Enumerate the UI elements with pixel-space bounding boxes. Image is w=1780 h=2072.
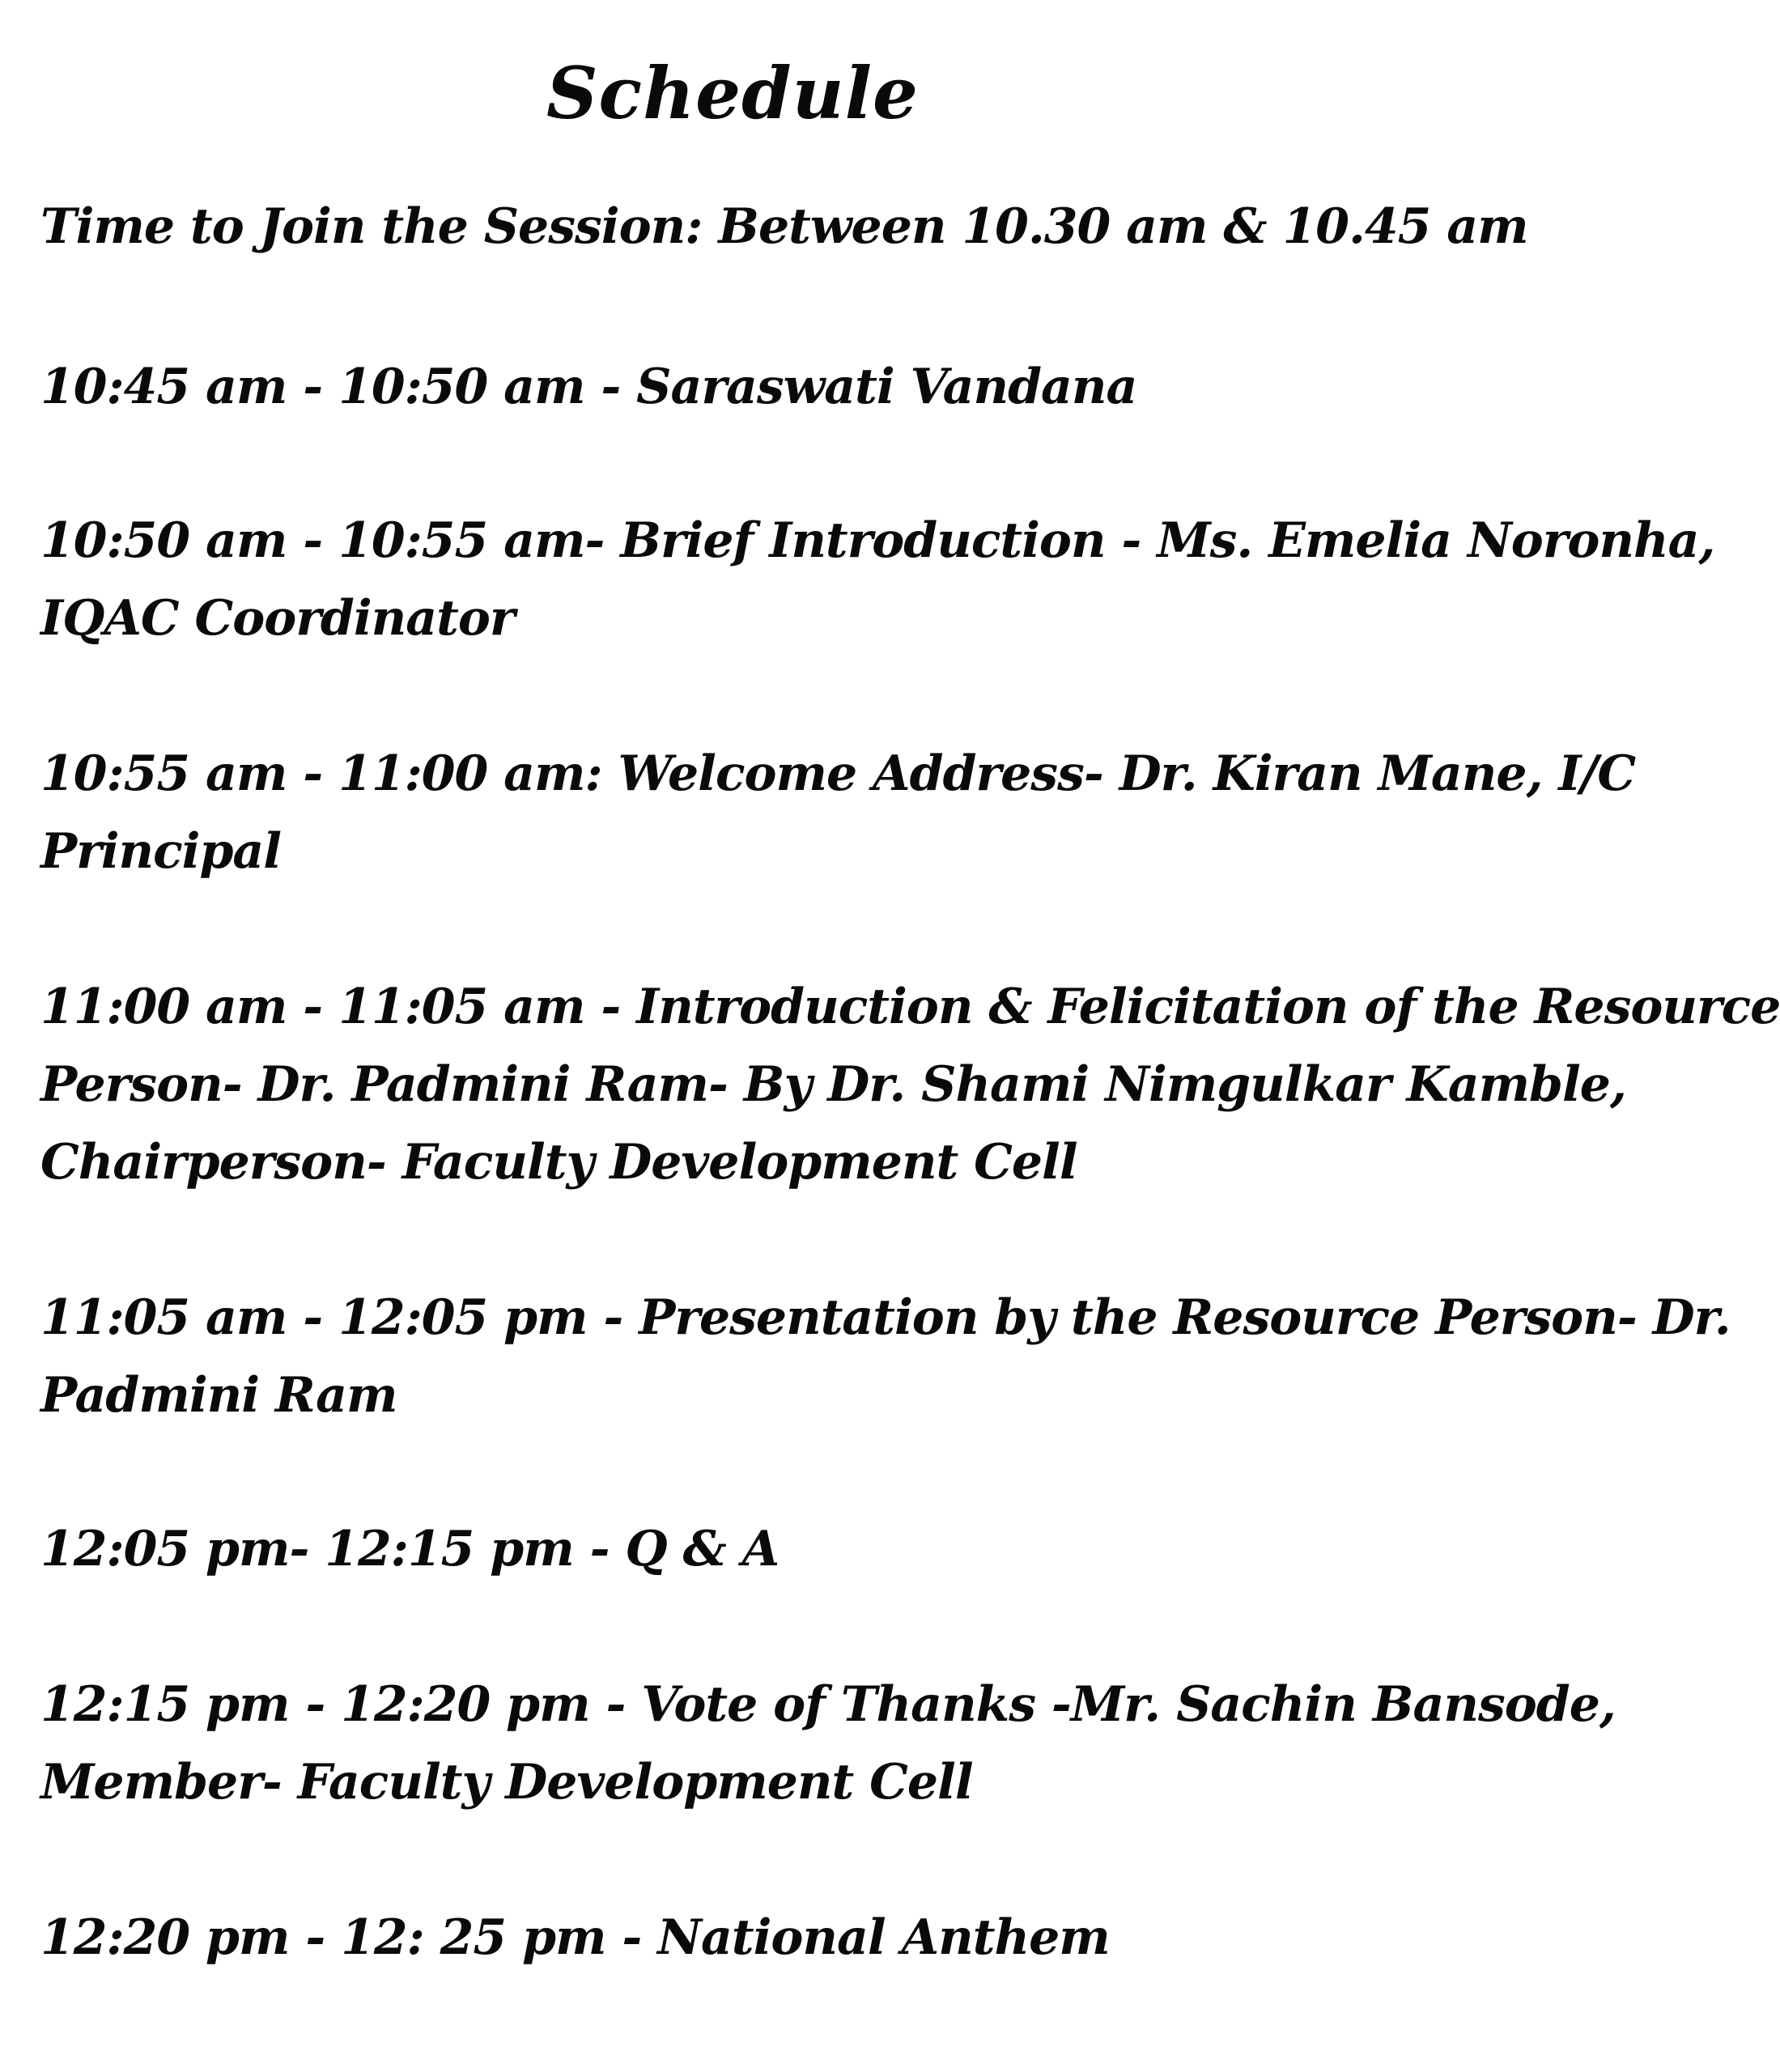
page-title: Schedule bbox=[546, 51, 920, 135]
schedule-item-4-line-3: Chairperson- Faculty Development Cell bbox=[40, 1134, 1077, 1191]
schedule-item-2-line-1: 10:50 am - 10:55 am- Brief Introduction - Ms. Emelia Noronha, bbox=[40, 512, 1715, 569]
schedule-item-1-line-1: 10:45 am - 10:50 am - Saraswati Vandana bbox=[40, 359, 1137, 415]
schedule-item-3-line-1: 10:55 am - 11:00 am: Welcome Address- Dr. Kiran Mane, I/C bbox=[40, 745, 1636, 802]
schedule-item-5-line-2: Padmini Ram bbox=[40, 1367, 397, 1424]
schedule-item-4-line-1: 11:00 am - 11:05 am - Introduction & Felicitation of the Resource bbox=[40, 979, 1780, 1035]
schedule-item-4-line-2: Person- Dr. Padmini Ram- By Dr. Shami Nimgulkar Kamble, bbox=[40, 1056, 1626, 1113]
join-time-text: Time to Join the Session: Between 10.30 am & 10.45 am bbox=[40, 198, 1528, 255]
schedule-item-3-line-2: Principal bbox=[40, 823, 282, 880]
schedule-item-6-line-1: 12:05 pm- 12:15 pm - Q & A bbox=[40, 1521, 780, 1577]
schedule-item-7-line-2: Member- Faculty Development Cell bbox=[40, 1754, 973, 1811]
schedule-item-2-line-2: IQAC Coordinator bbox=[40, 590, 515, 647]
schedule-item-8-line-1: 12:20 pm - 12: 25 pm - National Anthem bbox=[40, 1909, 1110, 1966]
schedule-item-5-line-1: 11:05 am - 12:05 pm - Presentation by the Resource Person- Dr. bbox=[40, 1289, 1731, 1346]
schedule-item-7-line-1: 12:15 pm - 12:20 pm - Vote of Thanks -Mr. Sachin Bansode, bbox=[40, 1676, 1616, 1733]
